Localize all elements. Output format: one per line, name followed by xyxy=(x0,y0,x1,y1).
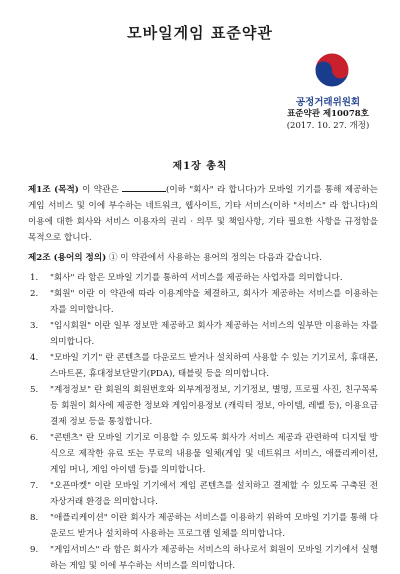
definition-item xyxy=(28,542,378,574)
definition-text: "임시회원" 이란 일부 정보만 제공하고 회사가 제공하는 서비스의 일부만 이용하는 자를 의미합니다. xyxy=(50,321,378,347)
article-2-heading: 제2조 (용어의 정의) xyxy=(28,253,107,263)
standard-number: 표준약관 제10078호 xyxy=(287,109,369,119)
definition-item xyxy=(28,270,378,286)
article-2 xyxy=(28,250,378,266)
chapter-title: 제1장 총칙 xyxy=(172,161,228,172)
definition-number: 8. xyxy=(30,513,39,523)
definition-number: 3. xyxy=(30,321,39,331)
definition-text: "애플리케이션" 이란 회사가 제공하는 서비스를 이용하기 위하여 모바일 기기를 통해 다운로드 받거나 설치하여 사용하는 프로그램 일체를 의미합니다. xyxy=(50,513,378,539)
definition-number: 7. xyxy=(30,481,39,491)
definition-number: 6. xyxy=(30,433,39,443)
definition-number: 5. xyxy=(30,385,39,395)
agency-name: 공정거래위원회 xyxy=(295,97,361,108)
definition-text: "콘텐츠" 란 모바일 기기로 이용할 수 있도록 회사가 서비스 제공과 관련하여 디지털 방식으로 제작한 유료 또는 무료의 내용물 일체(게임 및 네트워크 서비스, 애플리케이션, 게임 머니, 게임 아이템 등)를 의미합니다. xyxy=(50,433,378,475)
article-1 xyxy=(28,182,378,246)
definition-item xyxy=(28,350,378,382)
article-1-text-rest: (이하 "회사" 라 합니다)가 모바일 기기를 통해 제공하는 게임 서비스 및 이에 부수하는 네트워크, 웹사이트, 기타 서비스(이하 "서비스" 라 합니다)의 이용에 대한 회사와 서비스 이용자의 권리 · 의무 및 책임사항, 기타 필요한 사항을 규정함을 목적으로 합니다. xyxy=(28,185,378,243)
taegeuk-seal-icon xyxy=(314,52,350,88)
definition-number: 2. xyxy=(30,289,39,299)
article-1-text-start: 이 약관은 xyxy=(82,185,119,195)
definition-text: "회원" 이란 이 약관에 따라 이용계약을 체결하고, 회사가 제공하는 서비스를 이용하는 자를 의미합니다. xyxy=(50,289,378,315)
definition-item xyxy=(28,318,378,350)
definition-text: "계정정보" 란 회원의 회원번호와 외부계정정보, 기기정보, 별명, 프로필 사진, 친구목록 등 회원이 회사에 제공한 정보와 게임이용정보 (캐릭터 정보, 아이템, 레벨 등), 이용요금 결제 정보 등을 통칭합니다. xyxy=(50,385,378,427)
definition-text: "오픈마켓" 이란 모바일 기기에서 게임 콘텐츠를 설치하고 결제할 수 있도록 구축된 전자상거래 환경을 의미합니다. xyxy=(50,481,378,507)
definition-text: "모바일 기기" 란 콘텐츠를 다운로드 받거나 설치하여 사용할 수 있는 기기로서, 휴대폰, 스마트폰, 휴대정보단말기(PDA), 태블릿 등을 의미합니다. xyxy=(50,353,378,379)
definition-item xyxy=(28,430,378,478)
revision-date: (2017. 10. 27. 개정) xyxy=(286,121,370,131)
document-title: 모바일게임 표준약관 xyxy=(127,24,273,42)
article-1-heading: 제1조 (목적) xyxy=(28,185,79,195)
definition-text: "회사" 라 함은 모바일 기기를 통하여 서비스를 제공하는 사업자를 의미합니다. xyxy=(50,273,343,283)
company-name-blank xyxy=(122,182,166,192)
document-body xyxy=(28,182,378,574)
definition-number: 1. xyxy=(30,273,39,283)
article-2-intro: ① 이 약관에서 사용하는 용어의 정의는 다음과 같습니다. xyxy=(108,253,323,263)
definition-number: 4. xyxy=(30,353,39,363)
definition-item xyxy=(28,510,378,542)
definition-text: "게임서비스" 라 함은 회사가 제공하는 서비스의 하나로서 회원이 모바일 기기에서 실행하는 게임 및 이에 부수하는 서비스를 의미합니다. xyxy=(50,545,378,571)
definition-item xyxy=(28,478,378,510)
definition-item xyxy=(28,286,378,318)
definition-number: 9. xyxy=(30,545,39,555)
definition-item xyxy=(28,382,378,430)
